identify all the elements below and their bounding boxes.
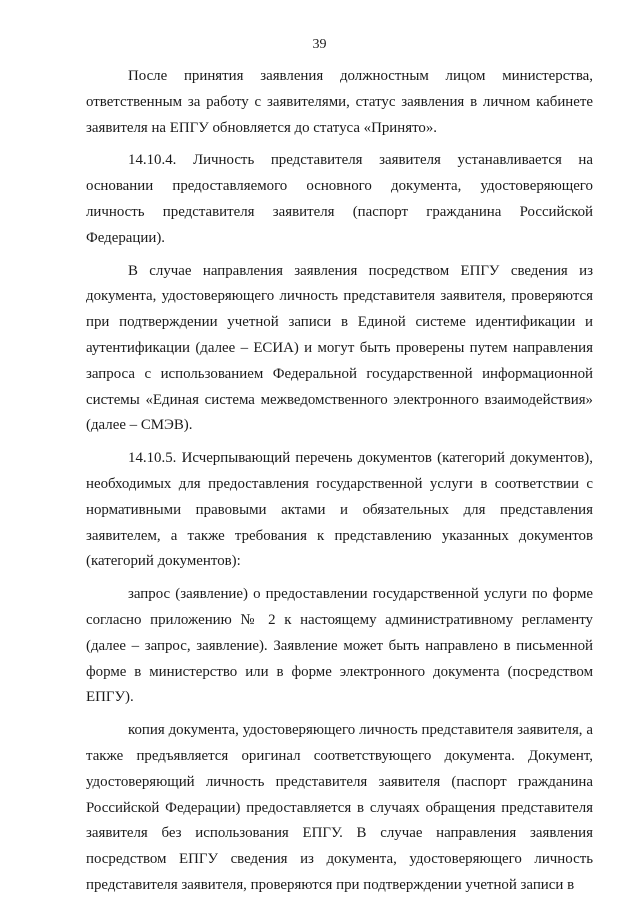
paragraph-status-accepted: После принятия заявления должностным лицом министерства, ответственным за работу с заявителями, статус заявления в личном кабинете заявителя на ЕПГУ обновляется до статуса «Принято». [86,68,593,136]
paragraph-14-10-4: 14.10.4. Личность представителя заявителя устанавливается на основании предоставляемого основного документа, удостоверяющего личность представителя заявителя (паспорт гражданина Российской Федерации). [86,152,593,246]
page-corner-mark:     [617,0,631,5]
document-body [86,64,593,906]
paragraph-request-form: запрос (заявление) о предоставлении государственной услуги по форме согласно приложению № 2 к настоящему административному регламенту (далее – запрос, заявление). Заявление может быть направлено в письменной форме в министерство или в форме электронного документа (посредством ЕПГУ). [86,586,593,706]
page-number: 39 [312,37,327,52]
paragraph-identity-document-copy: копия документа, удостоверяющего личность представителя заявителя, а также предъявляется оригинал соответствующего документа. Документ, удостоверяющий личность представителя заявителя (паспорт гражданина Российской Федерации) предоставляется в случаях обращения представителя заявителя без использования ЕПГУ. В случае направления заявления посредством ЕПГУ сведения из документа, удостоверяющего личность представителя заявителя, проверяются при подтверждении учетной записи в [86,722,593,893]
paragraph-14-10-5: 14.10.5. Исчерпывающий перечень документов (категорий документов), необходимых для предоставления государственной услуги в соответствии с нормативными правовыми актами и обязательных для представления заявителем, а также требования к представлению указанных документов (категорий документов): [86,450,593,570]
paragraph-epgu-verification: В случае направления заявления посредством ЕПГУ сведения из документа, удостоверяющего личность представителя заявителя, проверяются при подтверждении учетной записи в Единой системе идентификации и аутентификации (далее – ЕСИА) и могут быть проверены путем направления запроса с использованием Федеральной государственной информационной системы «Единая система межведомственного электронного взаимодействия» (далее – СМЭВ). [86,262,593,434]
